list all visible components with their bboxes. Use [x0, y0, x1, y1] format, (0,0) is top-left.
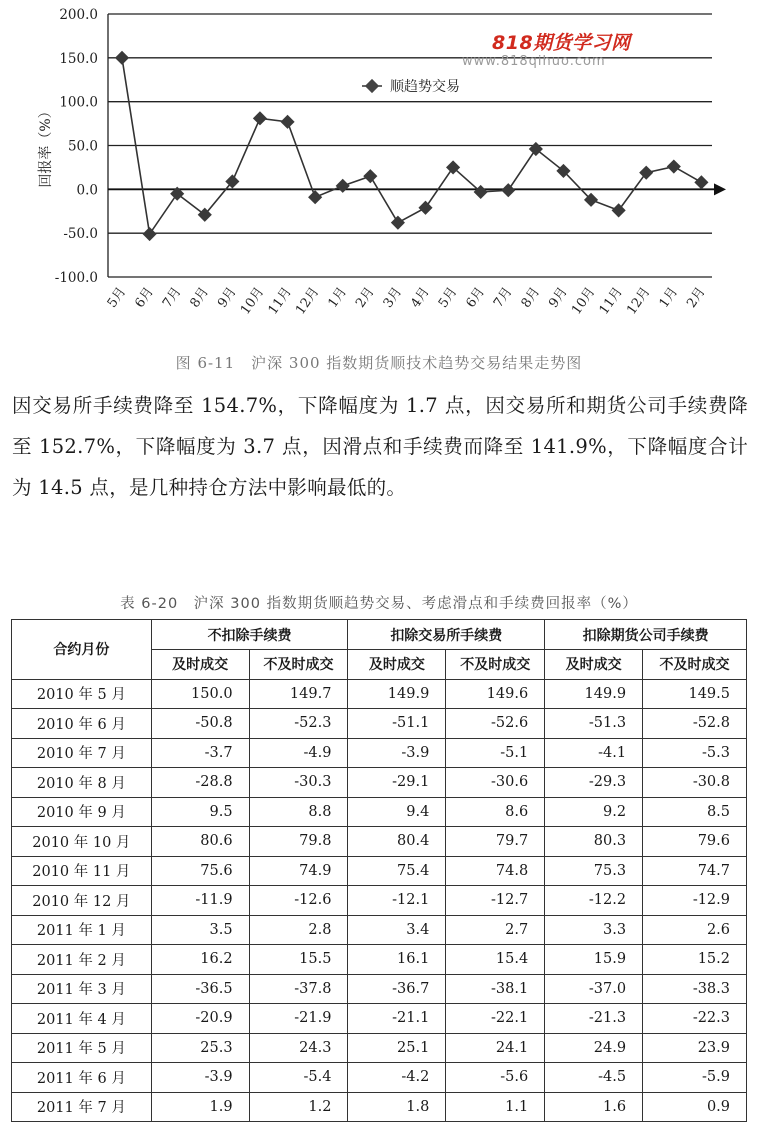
cell-value: 3.4	[348, 915, 446, 945]
subheader-cell: 不及时成交	[446, 650, 545, 680]
cell-value: 1.6	[545, 1092, 643, 1122]
chart-y-ticks	[55, 7, 98, 286]
data-point	[363, 169, 377, 183]
cell-value: -20.9	[151, 1004, 249, 1034]
table-row	[12, 915, 747, 945]
cell-value: 75.4	[348, 856, 446, 886]
cell-value: -52.8	[643, 709, 747, 739]
cell-value: 149.6	[446, 679, 545, 709]
cell-month: 2010 年 11 月	[12, 856, 152, 886]
cell-value: 15.9	[545, 945, 643, 975]
data-point	[143, 227, 157, 241]
cell-month: 2011 年 7 月	[12, 1092, 152, 1122]
cell-value: 1.2	[249, 1092, 348, 1122]
cell-value: -38.3	[643, 974, 747, 1004]
cell-value: 15.2	[643, 945, 747, 975]
data-point	[694, 175, 708, 189]
cell-value: -4.2	[348, 1063, 446, 1093]
data-point	[612, 203, 626, 217]
x-tick-label: 1月	[656, 284, 682, 311]
x-axis-arrow	[714, 183, 726, 195]
x-tick-label: 10月	[569, 284, 599, 318]
cell-value: -22.3	[643, 1004, 747, 1034]
cell-value: -4.9	[249, 738, 348, 768]
subheader-cell: 不及时成交	[249, 650, 348, 680]
cell-value: 74.9	[249, 856, 348, 886]
x-tick-label: 5月	[104, 284, 130, 311]
cell-value: -5.4	[249, 1063, 348, 1093]
table-row	[12, 1033, 747, 1063]
chart-y-axis-label: 回报率（%）	[38, 104, 54, 188]
x-tick-label: 6月	[132, 284, 157, 311]
cell-value: 149.9	[545, 679, 643, 709]
y-tick-label: 200.0	[59, 7, 98, 23]
cell-value: -30.6	[446, 768, 545, 798]
cell-month: 2010 年 10 月	[12, 827, 152, 857]
cell-value: 1.8	[348, 1092, 446, 1122]
x-tick-label: 3月	[380, 284, 406, 311]
cell-value: -5.9	[643, 1063, 747, 1093]
cell-month: 2010 年 6 月	[12, 709, 152, 739]
watermark-url: www.818qihuo.com	[462, 54, 606, 69]
chart-legend	[362, 78, 460, 95]
cell-value: 2.7	[446, 915, 545, 945]
cell-value: -22.1	[446, 1004, 545, 1034]
y-tick-label: 0.0	[76, 182, 98, 199]
cell-value: -21.3	[545, 1004, 643, 1034]
cell-month: 2011 年 6 月	[12, 1063, 152, 1093]
table-row	[12, 1092, 747, 1122]
cell-value: 15.4	[446, 945, 545, 975]
cell-month: 2011 年 2 月	[12, 945, 152, 975]
x-tick-label: 12月	[293, 284, 323, 318]
x-tick-label: 4月	[408, 284, 433, 311]
cell-value: 15.5	[249, 945, 348, 975]
cell-value: -52.3	[249, 709, 348, 739]
data-point	[639, 166, 653, 180]
cell-month: 2011 年 5 月	[12, 1033, 152, 1063]
cell-month: 2011 年 4 月	[12, 1004, 152, 1034]
legend-label: 顺趋势交易	[390, 79, 460, 95]
cell-value: -37.0	[545, 974, 643, 1004]
cell-value: -11.9	[151, 886, 249, 916]
cell-value: -36.7	[348, 974, 446, 1004]
cell-value: 24.1	[446, 1033, 545, 1063]
table-row	[12, 856, 747, 886]
cell-month: 2011 年 1 月	[12, 915, 152, 945]
cell-value: -4.5	[545, 1063, 643, 1093]
cell-value: 149.5	[643, 679, 747, 709]
returns-table	[11, 619, 747, 1122]
cell-value: -12.2	[545, 886, 643, 916]
x-tick-label: 7月	[159, 284, 185, 311]
cell-value: -29.3	[545, 768, 643, 798]
header-group-exchange-fee: 扣除交易所手续费	[348, 620, 545, 650]
subheader-cell: 及时成交	[348, 650, 446, 680]
table-row	[12, 974, 747, 1004]
cell-value: -12.9	[643, 886, 747, 916]
cell-value: 80.6	[151, 827, 249, 857]
cell-value: 9.4	[348, 797, 446, 827]
y-tick-label: -50.0	[63, 226, 98, 243]
cell-value: 1.1	[446, 1092, 545, 1122]
subheader-cell: 不及时成交	[643, 650, 747, 680]
trend-chart	[0, 0, 758, 340]
cell-value: -30.3	[249, 768, 348, 798]
cell-value: -21.1	[348, 1004, 446, 1034]
cell-value: -50.8	[151, 709, 249, 739]
cell-value: -52.6	[446, 709, 545, 739]
x-tick-label: 9月	[546, 284, 571, 311]
x-tick-label: 11月	[596, 284, 626, 318]
cell-value: 8.5	[643, 797, 747, 827]
cell-value: 8.8	[249, 797, 348, 827]
x-tick-label: 5月	[435, 284, 461, 311]
cell-value: 2.8	[249, 915, 348, 945]
cell-value: 80.3	[545, 827, 643, 857]
cell-value: -30.8	[643, 768, 747, 798]
watermark-logo: 818期货学习网	[492, 32, 631, 54]
cell-value: -51.3	[545, 709, 643, 739]
y-tick-label: 100.0	[59, 94, 98, 111]
cell-value: 25.3	[151, 1033, 249, 1063]
data-point	[336, 179, 350, 193]
cell-value: 74.7	[643, 856, 747, 886]
table-row	[12, 1063, 747, 1093]
cell-value: 16.1	[348, 945, 446, 975]
table-row	[12, 738, 747, 768]
subheader-cell: 及时成交	[151, 650, 249, 680]
table-row	[12, 797, 747, 827]
table-row	[12, 679, 747, 709]
cell-value: -29.1	[348, 768, 446, 798]
table-row	[12, 827, 747, 857]
cell-value: -51.1	[348, 709, 446, 739]
table-body	[12, 679, 747, 1122]
x-tick-label: 10月	[237, 284, 268, 318]
cell-value: -5.3	[643, 738, 747, 768]
cell-value: -3.7	[151, 738, 249, 768]
cell-value: 80.4	[348, 827, 446, 857]
data-point	[253, 111, 267, 125]
subheader-cell: 及时成交	[545, 650, 643, 680]
cell-value: 74.8	[446, 856, 545, 886]
cell-value: 2.6	[643, 915, 747, 945]
cell-value: 3.3	[545, 915, 643, 945]
cell-value: -3.9	[151, 1063, 249, 1093]
data-point	[115, 51, 129, 65]
cell-value: -12.6	[249, 886, 348, 916]
x-tick-label: 7月	[491, 284, 516, 311]
cell-value: 8.6	[446, 797, 545, 827]
cell-month: 2011 年 3 月	[12, 974, 152, 1004]
cell-value: 25.1	[348, 1033, 446, 1063]
cell-value: 79.6	[643, 827, 747, 857]
x-tick-label: 8月	[187, 284, 213, 311]
data-point	[418, 201, 432, 215]
cell-value: 149.9	[348, 679, 446, 709]
cell-value: 3.5	[151, 915, 249, 945]
cell-value: 24.9	[545, 1033, 643, 1063]
cell-value: 16.2	[151, 945, 249, 975]
cell-value: -28.8	[151, 768, 249, 798]
cell-value: -36.5	[151, 974, 249, 1004]
x-tick-label: 9月	[215, 284, 240, 311]
cell-value: 1.9	[151, 1092, 249, 1122]
x-tick-label: 2月	[353, 284, 378, 311]
data-point	[667, 159, 681, 173]
cell-month: 2010 年 12 月	[12, 886, 152, 916]
data-point	[308, 190, 322, 204]
cell-value: 79.8	[249, 827, 348, 857]
cell-value: 24.3	[249, 1033, 348, 1063]
x-tick-label: 1月	[325, 284, 351, 311]
table-caption: 表 6-20 沪深 300 指数期货顺趋势交易、考虑滑点和手续费回报率（%）	[120, 596, 638, 612]
cell-value: 75.3	[545, 856, 643, 886]
figure-caption: 图 6-11 沪深 300 指数期货顺技术趋势交易结果走势图	[175, 354, 583, 372]
cell-value: 0.9	[643, 1092, 747, 1122]
cell-month: 2010 年 5 月	[12, 679, 152, 709]
y-tick-label: -100.0	[54, 270, 98, 286]
cell-value: -38.1	[446, 974, 545, 1004]
y-tick-label: 50.0	[67, 138, 98, 155]
cell-value: 75.6	[151, 856, 249, 886]
cell-value: -5.6	[446, 1063, 545, 1093]
cell-month: 2010 年 9 月	[12, 797, 152, 827]
x-tick-label: 11月	[265, 284, 295, 318]
table-header-row	[12, 620, 747, 650]
table-row	[12, 709, 747, 739]
cell-value: -21.9	[249, 1004, 348, 1034]
cell-value: -4.1	[545, 738, 643, 768]
data-point	[280, 115, 294, 129]
cell-value: 9.2	[545, 797, 643, 827]
x-tick-label: 12月	[624, 284, 654, 318]
cell-value: -3.9	[348, 738, 446, 768]
cell-value: 150.0	[151, 679, 249, 709]
header-month: 合约月份	[12, 620, 152, 680]
table-row	[12, 1004, 747, 1034]
cell-value: -12.1	[348, 886, 446, 916]
table-row	[12, 886, 747, 916]
data-point	[501, 183, 515, 197]
table-row	[12, 768, 747, 798]
legend-marker	[365, 79, 379, 93]
body-paragraph: 因交易所手续费降至 154.7%，下降幅度为 1.7 点，因交易所和期货公司手续费降至 152.7%，下降幅度为 3.7 点，因滑点和手续费而降至 141.9%，下降幅度合计为 14.5 点，是几种持仓方法中影响最低的。	[12, 394, 748, 499]
cell-value: 9.5	[151, 797, 249, 827]
cell-value: 149.7	[249, 679, 348, 709]
cell-month: 2010 年 7 月	[12, 738, 152, 768]
y-tick-label: 150.0	[59, 50, 98, 67]
x-tick-label: 6月	[463, 284, 488, 311]
data-point	[391, 216, 405, 230]
cell-month: 2010 年 8 月	[12, 768, 152, 798]
x-tick-label: 8月	[518, 284, 544, 311]
cell-value: 23.9	[643, 1033, 747, 1063]
chart-x-ticks	[105, 285, 709, 318]
table-row	[12, 945, 747, 975]
x-tick-label: 2月	[684, 284, 709, 311]
header-group-no-fee: 不扣除手续费	[151, 620, 348, 650]
cell-value: -37.8	[249, 974, 348, 1004]
header-group-broker-fee: 扣除期货公司手续费	[545, 620, 747, 650]
cell-value: 79.7	[446, 827, 545, 857]
cell-value: -12.7	[446, 886, 545, 916]
cell-value: -5.1	[446, 738, 545, 768]
